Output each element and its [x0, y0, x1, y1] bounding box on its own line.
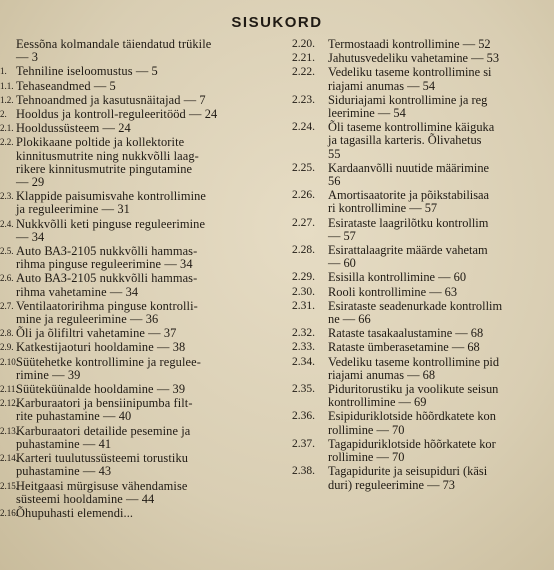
toc-entry-text — [328, 410, 554, 436]
toc-entry-text — [328, 438, 554, 464]
toc-entry-number: 2.7. — [0, 300, 14, 311]
toc-entry-line: mine ja reguleerimine — 36 — [16, 312, 159, 327]
toc-entry-line: Rataste ümberasetamine — 68 — [328, 340, 480, 355]
toc-entry-text — [328, 465, 554, 491]
toc-entry-line: Auto ВАЗ-2105 nukkvõlli hammas- — [16, 244, 198, 259]
toc-entry-text — [16, 122, 283, 135]
toc-entry-text — [328, 286, 554, 299]
toc-entry — [0, 136, 283, 189]
toc-entry-line: Tagapidurite ja seisupiduri (käsi — [328, 464, 488, 479]
toc-entry-number: 2.6. — [0, 273, 14, 284]
toc-entry — [0, 94, 283, 107]
toc-entry-line: Hooldus ja kontroll-reguleeritööd — 24 — [16, 107, 218, 122]
toc-entry — [292, 465, 554, 491]
toc-entry — [292, 410, 554, 436]
toc-entry — [0, 341, 283, 354]
toc-entry-text — [16, 272, 283, 298]
toc-entry-line: Esipiduriklotside hõõrdkatete kon — [328, 409, 496, 424]
toc-entry-number: 2.12. — [0, 398, 18, 409]
toc-entry-text — [328, 356, 554, 382]
toc-entry-number: 2.37. — [292, 437, 315, 450]
toc-entry-number: 2.29. — [292, 271, 315, 284]
toc-entry — [292, 286, 554, 299]
toc-entry-line: — 60 — [328, 256, 356, 271]
toc-entry-line: Kardaanvõlli nuutide määrimine — [328, 160, 490, 175]
toc-entry — [292, 38, 554, 51]
toc-entry-text — [16, 38, 283, 64]
toc-entry-number: 2.24. — [292, 121, 315, 134]
toc-entry-number: 2.35. — [292, 383, 315, 396]
toc-entry-line: Plokikaane poltide ja kollektorite — [16, 135, 185, 150]
toc-entry — [292, 327, 554, 340]
toc-entry-line: Katkestijaoturi hooldamine — 38 — [16, 340, 186, 355]
toc-entry-number: 2.26. — [292, 189, 315, 202]
toc-entry-line: Rataste tasakaalustamine — 68 — [328, 326, 484, 341]
toc-entry — [0, 38, 283, 64]
toc-entry-number: 2.31. — [292, 299, 315, 312]
toc-entry — [0, 190, 283, 216]
toc-entry-number: 1. — [0, 66, 7, 77]
toc-entry-text — [328, 217, 554, 243]
toc-entry-line: ne — 66 — [328, 312, 371, 327]
toc-entry-number: 2.10. — [0, 356, 18, 367]
toc-entry-number: 2.8. — [0, 328, 14, 339]
toc-entry-line: rollimine — 70 — [328, 450, 405, 465]
toc-entry-line: 56 — [328, 174, 341, 189]
toc-entry-text — [328, 38, 554, 51]
toc-entry-line: Piduritorustiku ja voolikute seisun — [328, 382, 499, 397]
toc-entry-text — [328, 383, 554, 409]
toc-entry-line: rikere kinnitusmutrite pingutamine — [16, 161, 193, 176]
toc-entry-line: rimine — 39 — [16, 367, 81, 382]
toc-entry-line: Esirattalaagrite määrde vahetam — [328, 243, 488, 258]
toc-entry-text — [16, 300, 283, 326]
toc-entry-number: 1.1. — [0, 80, 14, 91]
toc-entry-line: ja reguleerimine — 31 — [16, 202, 130, 217]
toc-entry-line: Siduriajami kontrollimine ja reg — [328, 92, 488, 107]
toc-entry-line: puhastamine — 41 — [16, 436, 112, 451]
toc-entry-number: 2.23. — [292, 93, 315, 106]
toc-entry-number: 2.36. — [292, 410, 315, 423]
toc-entry — [0, 425, 283, 451]
toc-entry — [292, 94, 554, 120]
toc-entry-line: Esisilla kontrollimine — 60 — [328, 270, 467, 285]
toc-entry-line: Õli ja õlifiltri vahetamine — 37 — [16, 326, 177, 341]
toc-entry — [0, 108, 283, 121]
toc-entry-line: Ventilaatoririhma pinguse kontrolli- — [16, 298, 198, 313]
toc-entry-number: 2.3. — [0, 191, 14, 202]
toc-entry — [0, 452, 283, 478]
toc-entry-text — [16, 190, 283, 216]
toc-entry-text — [16, 507, 283, 520]
toc-entry-text — [328, 162, 554, 188]
toc-entry-number: 2.15. — [0, 480, 18, 491]
toc-left-column — [0, 38, 283, 521]
toc-entry-number: 2.11. — [0, 384, 18, 395]
toc-entry-text — [328, 341, 554, 354]
toc-entry-line: leerimine — 54 — [328, 106, 406, 121]
toc-entry-line: — 34 — [16, 229, 45, 244]
toc-entry-line: rihma pinguse reguleerimine — 34 — [16, 257, 193, 272]
toc-entry — [0, 300, 283, 326]
toc-entry — [292, 300, 554, 326]
toc-entry-number: 1.2. — [0, 94, 14, 105]
toc-entry-number: 2.9. — [0, 342, 14, 353]
toc-entry-line: ja tagasilla karteris. Õlivahetus — [328, 133, 482, 148]
toc-entry-text — [16, 397, 283, 423]
toc-entry-text — [16, 65, 283, 78]
toc-entry — [0, 383, 283, 396]
toc-entry — [0, 507, 283, 520]
toc-entry — [292, 162, 554, 188]
toc-entry-line: Nukkvõlli keti pinguse reguleerimine — [16, 216, 206, 231]
toc-entry-line: kontrollimine — 69 — [328, 395, 427, 410]
toc-entry-line: Esirataste seadenurkade kontrollim — [328, 298, 503, 313]
toc-entry-text — [328, 300, 554, 326]
toc-entry-text — [328, 244, 554, 270]
toc-entry-line: riajami anumas — 68 — [328, 367, 436, 382]
toc-entry-text — [16, 425, 283, 451]
toc-entry-line: duri) reguleerimine — 73 — [328, 477, 455, 492]
toc-entry-number: 2.30. — [292, 285, 315, 298]
toc-entry-number: 2.4. — [0, 218, 14, 229]
toc-entry — [0, 356, 283, 382]
toc-entry-line: Eessõna kolmandale täiendatud trükile — [16, 37, 212, 51]
toc-entry-number: 2.33. — [292, 341, 315, 354]
toc-entry-line: Tehnoandmed ja kasutusnäitajad — 7 — [16, 92, 206, 107]
toc-entry-text — [16, 108, 283, 121]
toc-entry-text — [16, 136, 283, 189]
toc-entry-line: — 3 — [16, 50, 38, 65]
toc-entry-line: Auto ВАЗ-2105 nukkvõlli hammas- — [16, 271, 198, 286]
toc-entry-text — [16, 245, 283, 271]
toc-entry — [292, 271, 554, 284]
toc-entry-text — [16, 480, 283, 506]
toc-entry-number — [0, 38, 16, 64]
toc-entry-number: 2.5. — [0, 246, 14, 257]
toc-entry-text — [16, 327, 283, 340]
toc-entry-line: Klappide paisumisvahe kontrollimine — [16, 189, 207, 204]
toc-entry — [292, 341, 554, 354]
toc-entry-line: Rooli kontrollimine — 63 — [328, 284, 458, 299]
toc-entry-text — [16, 356, 283, 382]
toc-entry — [292, 383, 554, 409]
toc-entry — [0, 327, 283, 340]
toc-entry-number: 2.20. — [292, 38, 315, 50]
toc-entry-text — [328, 271, 554, 284]
toc-entry-line: Vedeliku taseme kontrollimine pid — [328, 354, 500, 369]
toc-entry — [292, 52, 554, 65]
toc-entry-text — [328, 52, 554, 65]
toc-entry — [0, 80, 283, 93]
toc-entry — [0, 122, 283, 135]
toc-entry-number: 2.27. — [292, 216, 315, 229]
toc-entry-line: ri kontrollimine — 57 — [328, 201, 438, 216]
toc-entry — [292, 121, 554, 161]
toc-entry-line: Karburaatori ja bensiinipumba filt- — [16, 396, 193, 411]
toc-entry — [292, 217, 554, 243]
toc-entry-number: 2.13. — [0, 425, 18, 436]
toc-entry — [0, 272, 283, 298]
toc-entry-line: Tehniline iseloomustus — 5 — [16, 64, 158, 79]
toc-entry-line: Termostaadi kontrollimine — 52 — [328, 37, 491, 51]
toc-entry-number: 2.28. — [292, 244, 315, 257]
toc-entry-line: kinnitusmutrite ning nukkvõlli laag- — [16, 148, 199, 163]
toc-entry-number: 2.21. — [292, 52, 315, 65]
toc-entry-line: Hooldussüsteem — 24 — [16, 121, 131, 136]
toc-entry-line: Süüteküünalde hooldamine — 39 — [16, 382, 186, 397]
toc-entry-text — [16, 383, 283, 396]
toc-entry — [0, 245, 283, 271]
page-title: SISUKORD — [231, 14, 323, 31]
toc-entry-number: 2.34. — [292, 355, 315, 368]
toc-entry-line: Amortisaatorite ja põikstabilisaa — [328, 188, 490, 203]
toc-entry — [292, 66, 554, 92]
toc-entry — [292, 356, 554, 382]
toc-entry-line: — 29 — [16, 175, 45, 190]
toc-entry-line: Karburaatori detailide pesemine ja — [16, 423, 191, 438]
toc-entry-number: 2.38. — [292, 465, 315, 478]
toc-entry-line: puhastamine — 43 — [16, 464, 112, 479]
toc-entry-line: Esirataste laagrilõtku kontrollim — [328, 215, 489, 230]
toc-entry-text — [16, 80, 283, 93]
toc-entry — [292, 438, 554, 464]
toc-entry-number: 2.32. — [292, 327, 315, 340]
toc-entry — [0, 397, 283, 423]
toc-entry-line: rihma vahetamine — 34 — [16, 284, 139, 299]
toc-entry-line: Õhupuhasti elemendi... — [16, 505, 134, 520]
toc-entry-number: 2.1. — [0, 123, 14, 134]
toc-entry-text — [328, 66, 554, 92]
toc-entry-line: Õli taseme kontrollimine käiguka — [328, 120, 495, 135]
toc-entry — [0, 480, 283, 506]
toc-entry-line: rite puhastamine — 40 — [16, 409, 132, 424]
toc-entry-number: 2. — [0, 109, 7, 120]
toc-entry-text — [16, 452, 283, 478]
toc-entry-text — [16, 341, 283, 354]
toc-entry — [0, 218, 283, 244]
toc-entry — [0, 65, 283, 78]
toc-entry-text — [328, 189, 554, 215]
toc-entry-line: Karteri tuulutussüsteemi torustiku — [16, 451, 189, 466]
toc-entry-number: 2.25. — [292, 161, 315, 174]
toc-entry-line: riajami anumas — 54 — [328, 78, 436, 93]
toc-entry-line: Heitgaasi mürgisuse vähendamise — [16, 478, 188, 493]
toc-entry-text — [328, 121, 554, 161]
toc-entry-line: süsteemi hooldamine — 44 — [16, 491, 155, 506]
toc-entry-line: Tagapiduriklotside hõõrkatete kor — [328, 436, 496, 451]
toc-entry-line: Tehaseandmed — 5 — [16, 78, 116, 93]
toc-entry-number: 2.16. — [0, 507, 18, 518]
toc-entry-text — [16, 218, 283, 244]
toc-entry-line: — 57 — [328, 228, 356, 243]
toc-entry — [292, 189, 554, 215]
toc-entry-line: rollimine — 70 — [328, 422, 405, 437]
toc-entry-number: 2.14. — [0, 453, 18, 464]
toc-entry-line: 55 — [328, 146, 341, 161]
toc-entry-line: Süütehetke kontrollimine ja regulee- — [16, 354, 201, 369]
toc-entry-text — [16, 94, 283, 107]
toc-entry-number: 2.2. — [0, 137, 14, 148]
toc-entry — [292, 244, 554, 270]
toc-entry-line: Jahutusvedeliku vahetamine — 53 — [328, 51, 500, 66]
toc-entry-number: 2.22. — [292, 66, 315, 79]
toc-entry-text — [328, 327, 554, 340]
toc-entry-line: Vedeliku taseme kontrollimine si — [328, 65, 492, 80]
toc-entry-text — [328, 94, 554, 120]
toc-right-column — [292, 38, 554, 493]
